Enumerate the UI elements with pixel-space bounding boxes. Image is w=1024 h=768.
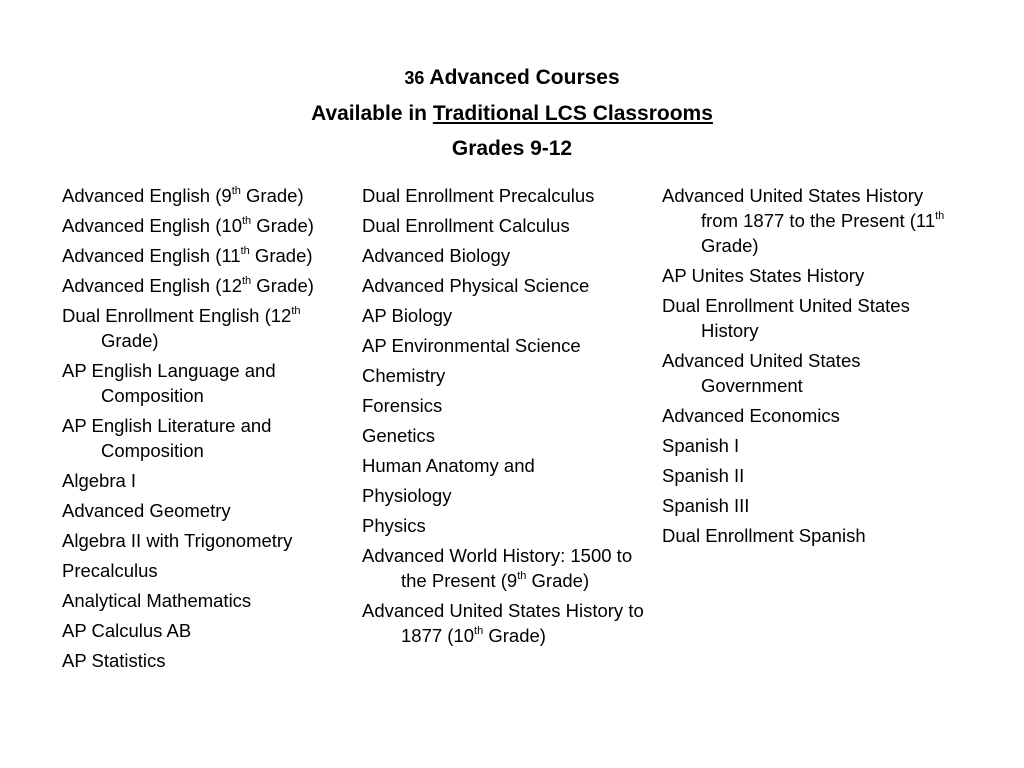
- course-item: [62, 183, 352, 208]
- ordinal-suffix: th: [240, 244, 250, 257]
- course-item: [362, 543, 658, 593]
- course-name: AP Biology: [362, 305, 453, 326]
- course-item: [362, 453, 658, 508]
- course-item: [62, 498, 352, 523]
- course-column-3: [662, 183, 962, 553]
- course-name-suffix: Grade): [101, 330, 159, 351]
- course-item: [362, 273, 658, 298]
- course-item: [662, 183, 962, 258]
- course-item: [662, 348, 962, 398]
- course-item: [362, 598, 658, 648]
- course-name: Advanced United States Government: [662, 350, 861, 396]
- course-name: Advanced English (9: [62, 185, 232, 206]
- course-name: Algebra II with Trigonometry: [62, 530, 293, 551]
- course-name: AP Statistics: [62, 650, 166, 671]
- course-item: [62, 588, 352, 613]
- course-item: [362, 183, 658, 208]
- ordinal-suffix: th: [517, 569, 527, 582]
- course-item: [62, 303, 352, 353]
- course-item: [362, 243, 658, 268]
- course-item: [62, 468, 352, 493]
- course-item: [362, 303, 658, 328]
- course-name-suffix: Grade): [251, 275, 314, 296]
- course-name: AP Calculus AB: [62, 620, 192, 641]
- course-name-suffix: Grade): [526, 570, 590, 591]
- course-name: Physics: [362, 515, 426, 536]
- course-item: [62, 558, 352, 583]
- course-name: Spanish III: [662, 495, 750, 516]
- course-name: Advanced Geometry: [62, 500, 231, 521]
- course-name: Dual Enrollment Precalculus: [362, 185, 595, 206]
- course-item: [62, 528, 352, 553]
- course-name: AP Unites States History: [662, 265, 865, 286]
- course-item: [362, 423, 658, 448]
- course-item: [362, 513, 658, 538]
- course-count: 36: [404, 68, 425, 88]
- ordinal-suffix: th: [231, 184, 241, 197]
- course-item: [362, 333, 658, 358]
- course-item: [662, 403, 962, 428]
- ordinal-suffix: th: [291, 304, 301, 317]
- course-name: Advanced English (12: [62, 275, 242, 296]
- course-name: AP Environmental Science: [362, 335, 581, 356]
- course-item: [662, 523, 962, 548]
- course-name-continuation: Physiology: [362, 485, 452, 506]
- course-item: [62, 358, 352, 408]
- title-courses-text: Advanced Courses: [429, 66, 620, 89]
- course-item: [662, 433, 962, 458]
- course-name-suffix: Grade): [249, 245, 313, 266]
- course-item: [362, 393, 658, 418]
- course-name: Dual Enrollment Spanish: [662, 525, 866, 546]
- title-underlined-text: Traditional LCS Classrooms: [432, 102, 713, 125]
- course-name: Precalculus: [62, 560, 158, 581]
- course-name: Algebra I: [62, 470, 137, 491]
- course-name: Advanced English (10: [62, 215, 242, 236]
- course-item: [62, 618, 352, 643]
- course-name: Dual Enrollment English (12: [62, 305, 292, 326]
- title-line-1: [0, 60, 1024, 96]
- course-name: Spanish I: [662, 435, 740, 456]
- course-item: [362, 363, 658, 388]
- course-name-suffix: Grade): [251, 215, 314, 236]
- course-name-suffix: Grade): [701, 235, 759, 256]
- course-item: [62, 273, 352, 298]
- slide-title: [0, 60, 1024, 166]
- course-name: Forensics: [362, 395, 443, 416]
- course-item: [662, 263, 962, 288]
- ordinal-suffix: th: [241, 274, 252, 287]
- course-item: [62, 648, 352, 673]
- course-name: Advanced Biology: [362, 245, 511, 266]
- course-name: Genetics: [362, 425, 436, 446]
- course-name: Human Anatomy and: [362, 455, 535, 476]
- title-available-text: Available in: [311, 102, 427, 125]
- course-name: Dual Enrollment United States History: [662, 295, 910, 341]
- course-name: AP English Literature and Composition: [62, 415, 272, 461]
- ordinal-suffix: th: [935, 209, 945, 222]
- course-column-2: [362, 183, 658, 653]
- title-line-2: [0, 96, 1024, 131]
- course-item: [362, 213, 658, 238]
- course-name: Advanced English (11: [62, 245, 241, 266]
- course-item: [662, 463, 962, 488]
- course-name: Analytical Mathematics: [62, 590, 252, 611]
- course-item: [62, 243, 352, 268]
- course-item: [662, 293, 962, 343]
- course-name-suffix: Grade): [483, 625, 546, 646]
- course-name: Dual Enrollment Calculus: [362, 215, 570, 236]
- course-name: Spanish II: [662, 465, 745, 486]
- course-name: Advanced Economics: [662, 405, 840, 426]
- course-name: Advanced Physical Science: [362, 275, 590, 296]
- course-item: [62, 213, 352, 238]
- course-name-suffix: Grade): [240, 185, 304, 206]
- course-name: AP English Language and Composition: [62, 360, 276, 406]
- course-item: [662, 493, 962, 518]
- ordinal-suffix: th: [241, 214, 252, 227]
- title-line-3: Grades 9-12: [451, 137, 573, 160]
- ordinal-suffix: th: [474, 624, 484, 637]
- course-name: Advanced World History: 1500 to the Present (9: [362, 545, 633, 591]
- course-column-1: [62, 183, 352, 678]
- course-name: Advanced United States History from 1877 to the Present (11: [662, 185, 936, 231]
- course-name: Advanced United States History to 1877 (10: [362, 600, 644, 646]
- course-item: [62, 413, 352, 463]
- course-name: Chemistry: [362, 365, 446, 386]
